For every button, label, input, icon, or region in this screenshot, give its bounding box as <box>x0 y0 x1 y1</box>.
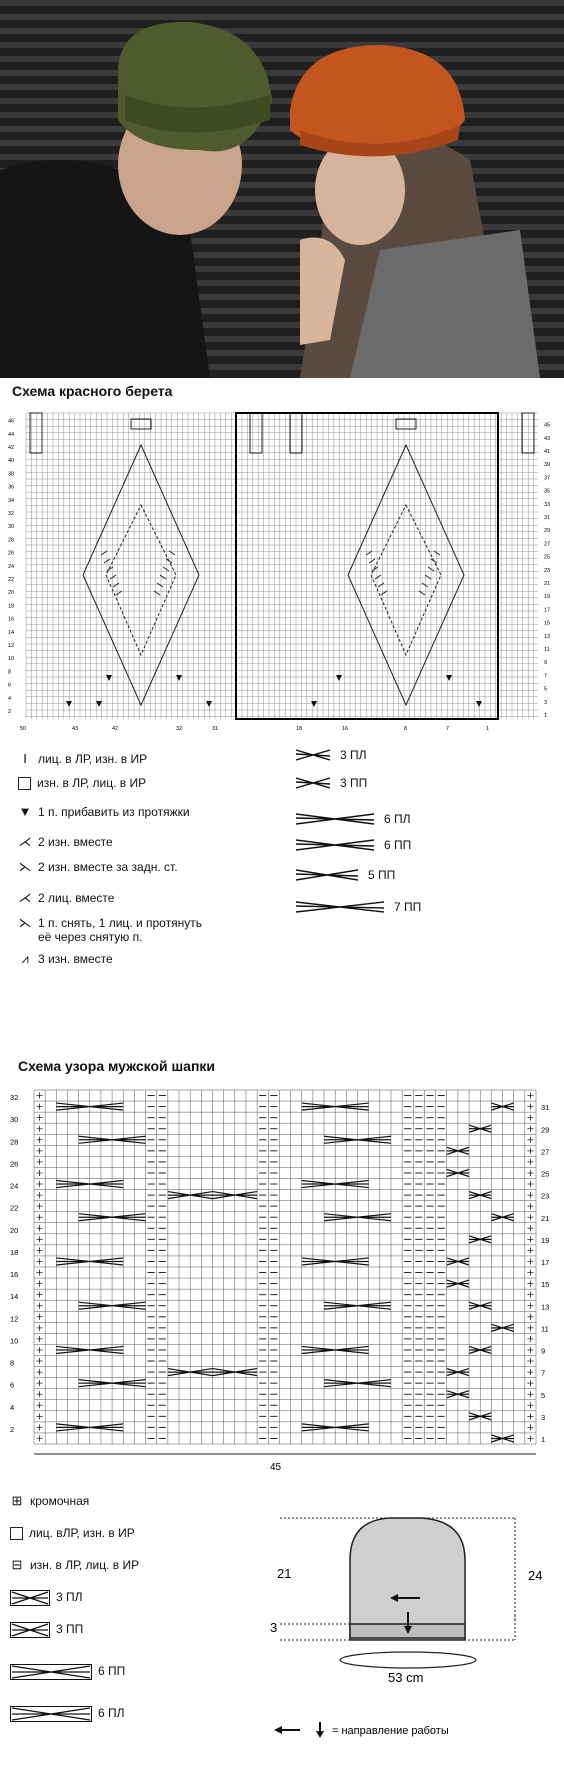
row-number-right: 1 <box>544 713 548 719</box>
edge-stitch-mark <box>37 1435 43 1441</box>
edge-stitch-mark <box>527 1413 533 1419</box>
edge-stitch-mark <box>527 1247 533 1253</box>
cable-cross-mark <box>116 591 160 595</box>
row-number-right: 1 <box>541 1435 546 1444</box>
beret-grid <box>26 413 538 719</box>
shutter-stripe <box>0 42 564 48</box>
hat-chart <box>8 1082 556 1482</box>
row-number-right: 29 <box>541 1125 550 1135</box>
row-number-left: 12 <box>8 643 15 649</box>
row-number-right: 29 <box>544 528 551 535</box>
legend-item <box>18 805 190 819</box>
row-number-right: 11 <box>544 647 550 653</box>
legend-item <box>18 860 178 874</box>
edge-stitch-mark <box>527 1170 533 1176</box>
row-number-left: 16 <box>8 616 15 623</box>
row-number-left: 28 <box>8 537 15 544</box>
row-number-right: 15 <box>541 1280 550 1290</box>
row-number-right: 45 <box>544 422 551 429</box>
edge-stitch-mark <box>37 1402 43 1408</box>
cable-symbol-icon <box>296 868 358 882</box>
cable-cross-mark <box>372 567 434 571</box>
cable-3-icon <box>10 1590 50 1606</box>
edge-stitch-mark <box>37 1258 43 1264</box>
row-number-right: 11 <box>541 1324 549 1334</box>
cable-legend-item <box>296 900 421 914</box>
row-number-right: 19 <box>541 1235 550 1245</box>
edge-stitch-mark <box>37 1281 43 1287</box>
edge-stitch-mark <box>527 1314 533 1320</box>
row-number-left: 26 <box>10 1159 19 1169</box>
column-number: 50 <box>20 726 27 732</box>
shutter-stripe <box>0 126 564 132</box>
right-diamond <box>348 445 464 705</box>
legend-label: 1 п. снять, 1 лиц. и протянуть её через снятую п. <box>38 916 202 944</box>
edge-stitch-mark <box>527 1181 533 1187</box>
cable-cross-mark <box>375 575 431 579</box>
shutter-stripe <box>0 98 564 104</box>
row-number-left: 24 <box>10 1181 19 1191</box>
cable-3-icon <box>10 1622 50 1638</box>
circumference-label: 53 cm <box>388 1670 424 1685</box>
row-number-left: 32 <box>8 511 15 517</box>
cable-legend-label: 5 ПП <box>368 868 396 882</box>
shutter-stripe <box>0 0 564 6</box>
row-number-left: 4 <box>8 695 12 702</box>
cable-legend-item <box>296 748 367 762</box>
stitch-symbol-icon: I <box>23 751 27 766</box>
row-number-left: 12 <box>10 1314 19 1324</box>
edge-stitch-mark <box>37 1093 43 1099</box>
edge-stitch-mark <box>527 1115 533 1121</box>
stitch-symbol-icon: ⋋ <box>18 859 32 874</box>
hat-legend-label: 3 ПЛ <box>56 1590 83 1604</box>
row-number-right: 23 <box>541 1191 550 1201</box>
shutter-stripe <box>0 14 564 20</box>
edge-stitch-mark <box>37 1170 43 1176</box>
stitch-symbol-icon: ⋋ <box>18 915 32 930</box>
row-number-right: 19 <box>544 594 551 601</box>
edge-stitch-mark <box>527 1435 533 1441</box>
shutter-stripe <box>0 28 564 34</box>
row-number-left: 26 <box>8 550 15 557</box>
edge-stitch-mark <box>37 1192 43 1198</box>
row-number-right: 7 <box>541 1368 546 1378</box>
legend-item <box>18 916 202 944</box>
edge-stitch-mark <box>37 1303 43 1309</box>
legend-label: 1 п. прибавить из протяжки <box>38 805 190 819</box>
edge-stitch-mark <box>527 1292 533 1298</box>
legend-item <box>18 952 113 966</box>
edge-stitch-mark <box>527 1236 533 1242</box>
hat-legend-item <box>10 1558 139 1572</box>
row-number-right: 3 <box>541 1412 546 1422</box>
row-number-right: 31 <box>541 1103 550 1113</box>
stitch-symbol-icon <box>18 777 31 790</box>
edge-stitch-mark <box>37 1137 43 1143</box>
legend-item <box>18 891 114 905</box>
right-diamond-inner <box>371 505 441 655</box>
row-number-right: 21 <box>541 1213 550 1223</box>
beret-motifs <box>30 413 534 707</box>
row-number-left: 30 <box>8 524 15 531</box>
legend-label: 2 лиц. вместе <box>38 891 115 905</box>
row-number-left: 8 <box>10 1358 15 1368</box>
row-number-left: 6 <box>8 682 12 689</box>
edge-stitch-mark <box>37 1369 43 1375</box>
row-number-left: 2 <box>10 1424 15 1434</box>
hat-shape-diagram <box>270 1500 560 1762</box>
stitch-symbol-icon: ⋌ <box>18 834 32 849</box>
row-number-right: 37 <box>544 475 551 482</box>
edge-stitch-mark <box>527 1369 533 1375</box>
row-number-left: 38 <box>8 471 15 478</box>
edge-stitch-mark <box>37 1214 43 1220</box>
hat-legend-item <box>10 1622 83 1638</box>
row-number-left: 36 <box>8 484 15 491</box>
edge-stitch-mark <box>37 1104 43 1110</box>
row-number-left: 24 <box>8 563 15 570</box>
row-number-right: 7 <box>544 673 548 680</box>
cable-legend-label: 7 ПП <box>394 900 422 914</box>
edge-stitch-mark <box>37 1270 43 1276</box>
hat-legend-label: лиц. вЛР, изн. в ИР <box>29 1526 135 1540</box>
row-number-left: 44 <box>8 431 15 438</box>
row-number-right: 43 <box>544 435 551 442</box>
edge-stitch-mark <box>527 1159 533 1165</box>
column-number: 43 <box>72 726 79 732</box>
legend-label: лиц. в ЛР, изн. в ИР <box>38 752 148 766</box>
edge-stitch-mark <box>37 1380 43 1386</box>
hat-legend-label: кромочная <box>30 1494 90 1508</box>
edge-stitch-mark <box>527 1225 533 1231</box>
edge-stitch-mark <box>527 1137 533 1143</box>
shutter-stripe <box>0 112 564 118</box>
column-number: 1 <box>486 726 490 732</box>
row-number-left: 2 <box>8 709 12 715</box>
cable-legend-label: 6 ПЛ <box>384 812 411 826</box>
edge-stitch-mark <box>527 1203 533 1209</box>
hat-legend-label: 6 ПП <box>98 1664 126 1678</box>
cable-symbol-icon <box>296 900 384 914</box>
cable-legend-item <box>296 776 367 790</box>
row-number-right: 15 <box>544 620 551 627</box>
row-number-left: 30 <box>10 1115 19 1125</box>
column-number: 8 <box>404 726 408 732</box>
edge-stitch-mark <box>37 1347 43 1353</box>
legend-item <box>18 776 146 790</box>
height-left-label: 21 <box>277 1566 292 1581</box>
edge-stitch-mark <box>527 1402 533 1408</box>
row-number-left: 4 <box>10 1402 15 1412</box>
hat-legend-item <box>10 1494 89 1508</box>
cable-symbol-icon <box>296 812 374 826</box>
row-number-right: 33 <box>544 501 551 508</box>
row-number-right: 9 <box>541 1346 546 1356</box>
cable-6-icon <box>10 1664 92 1680</box>
beret-chart-title: Схема красного берета <box>12 383 173 399</box>
edge-stitch-mark <box>37 1225 43 1231</box>
row-number-right: 27 <box>544 541 551 548</box>
increase-marker <box>476 701 482 707</box>
edge-stitch-mark <box>37 1358 43 1364</box>
column-number: 7 <box>446 726 450 732</box>
shutter-stripe <box>0 84 564 90</box>
row-number-right: 25 <box>544 554 551 561</box>
row-number-right: 17 <box>544 607 551 614</box>
beret-chart <box>6 405 558 735</box>
edge-stitch-mark <box>37 1181 43 1187</box>
column-number: 16 <box>342 726 349 732</box>
legend-item <box>18 752 147 766</box>
edge-stitch-mark <box>37 1247 43 1253</box>
left-diamond <box>83 445 199 705</box>
row-number-right: 23 <box>544 567 551 574</box>
row-number-right: 39 <box>544 462 551 469</box>
right-diamond-top-block <box>396 419 416 429</box>
direction-note: = направление работы <box>332 1725 449 1737</box>
cable-legend-item <box>296 812 411 826</box>
row-number-right: 17 <box>541 1258 550 1267</box>
cable-symbol-icon <box>296 748 330 762</box>
row-number-left: 18 <box>10 1247 19 1257</box>
row-number-left: 14 <box>8 629 15 636</box>
stitch-symbol-icon <box>10 1527 23 1540</box>
row-number-right: 9 <box>544 660 548 667</box>
row-number-left: 22 <box>10 1203 19 1213</box>
row-number-right: 5 <box>541 1390 546 1400</box>
edge-stitch-mark <box>37 1325 43 1331</box>
cable-6-icon <box>10 1706 92 1722</box>
edge-stitch-mark <box>527 1148 533 1154</box>
hat-legend-label: изн. в ЛР, лиц. в ИР <box>30 1558 140 1572</box>
increase-marker <box>336 675 342 681</box>
increase-marker <box>206 701 212 707</box>
row-number-left: 28 <box>10 1137 19 1147</box>
row-number-left: 20 <box>8 590 15 597</box>
hat-legend-item <box>10 1664 125 1680</box>
repeat-outline <box>236 413 498 719</box>
legend-label: 3 изн. вместе <box>38 952 113 966</box>
edge-stitch-mark <box>37 1424 43 1430</box>
edge-stitch-mark <box>37 1236 43 1242</box>
edge-stitch-mark <box>37 1391 43 1397</box>
band-height-label: 3 <box>270 1620 278 1635</box>
shutter-stripe <box>0 70 564 76</box>
edge-stitch-mark <box>527 1104 533 1110</box>
row-number-left: 20 <box>10 1225 19 1235</box>
edge-stitch-mark <box>527 1093 533 1099</box>
increase-marker <box>311 701 317 707</box>
row-number-left: 34 <box>8 497 15 504</box>
cable-cross-mark <box>378 583 428 587</box>
edge-stitch-mark <box>527 1281 533 1287</box>
legend-label: 2 изн. вместе за задн. ст. <box>38 860 178 874</box>
edge-stitch-mark <box>37 1203 43 1209</box>
column-number: 18 <box>296 726 303 732</box>
shutter-stripe <box>0 140 564 146</box>
row-number-left: 40 <box>8 458 15 465</box>
row-number-right: 35 <box>544 488 551 495</box>
edge-stitch-mark <box>527 1336 533 1342</box>
edge-stitch-mark <box>37 1336 43 1342</box>
edge-stitch-mark <box>527 1303 533 1309</box>
center-column-a <box>250 413 262 453</box>
edge-stitch-mark <box>37 1126 43 1132</box>
increase-marker <box>96 701 102 707</box>
row-number-left: 10 <box>10 1336 19 1346</box>
increase-marker <box>66 701 72 707</box>
cable-cross-mark <box>107 567 169 571</box>
cable-legend-label: 3 ПП <box>340 776 368 790</box>
row-number-left: 10 <box>8 656 15 663</box>
shutter-stripe <box>0 154 564 160</box>
stitch-symbol-icon: ⊞ <box>11 1493 23 1508</box>
edge-stitch-mark <box>37 1292 43 1298</box>
stitch-symbol-icon: ⊟ <box>11 1557 23 1572</box>
row-number-left: 18 <box>8 603 15 610</box>
couple-photo <box>0 0 564 378</box>
stitch-symbol-icon: ⩘ <box>21 951 29 966</box>
stitch-symbol-icon: ▼ <box>18 804 32 819</box>
row-number-left: 22 <box>8 577 15 583</box>
edge-stitch-mark <box>527 1192 533 1198</box>
legend-item <box>18 835 113 849</box>
edge-stitch-mark <box>527 1424 533 1430</box>
left-diamond-inner <box>106 505 176 655</box>
edge-stitch-mark <box>37 1314 43 1320</box>
shutter-stripe <box>0 56 564 62</box>
edge-stitch-mark <box>37 1148 43 1154</box>
row-number-left: 14 <box>10 1292 19 1302</box>
edge-stitch-mark <box>527 1270 533 1276</box>
hat-legend-item <box>10 1590 83 1606</box>
edge-stitch-mark <box>37 1159 43 1165</box>
column-number: 42 <box>112 726 119 732</box>
row-number-right: 13 <box>541 1302 550 1312</box>
edge-stitch-mark <box>527 1258 533 1264</box>
edge-stitch-mark <box>527 1391 533 1397</box>
edge-stitch-mark <box>37 1413 43 1419</box>
row-number-left: 6 <box>10 1380 15 1390</box>
edge-stitch-mark <box>37 1115 43 1121</box>
row-number-left: 32 <box>10 1093 19 1103</box>
hat-legend-label: 6 ПЛ <box>98 1706 125 1720</box>
row-number-left: 46 <box>8 418 15 425</box>
edge-stitch-mark <box>527 1347 533 1353</box>
cable-cross-mark <box>110 575 166 579</box>
row-number-left: 16 <box>10 1270 19 1280</box>
column-number: 32 <box>176 726 183 732</box>
cable-legend-label: 6 ПП <box>384 838 412 852</box>
edge-stitch-mark <box>527 1126 533 1132</box>
row-number-left: 8 <box>8 669 12 676</box>
row-number-right: 25 <box>541 1169 550 1179</box>
row-number-right: 5 <box>544 686 548 693</box>
legend-label: 2 изн. вместе <box>38 835 113 849</box>
hat-legend-item <box>10 1706 125 1722</box>
hat-legend-item <box>10 1526 135 1540</box>
edge-stitch-mark <box>527 1325 533 1331</box>
increase-marker <box>176 675 182 681</box>
cable-symbol-icon <box>296 838 374 852</box>
row-number-right: 41 <box>544 449 551 455</box>
edge-stitch-mark <box>527 1380 533 1386</box>
row-number-right: 31 <box>544 515 551 521</box>
row-number-right: 3 <box>544 699 548 706</box>
circumference-ellipse <box>340 1652 476 1668</box>
stitch-symbol-icon: ⋌ <box>18 890 32 905</box>
left-column <box>30 413 42 453</box>
cable-symbol-icon <box>296 776 330 790</box>
edge-stitch-mark <box>527 1214 533 1220</box>
row-number-left: 42 <box>8 445 15 451</box>
width-label: 45 <box>270 1462 282 1473</box>
hat-chart-title: Схема узора мужской шапки <box>18 1058 216 1074</box>
row-number-right: 27 <box>541 1147 550 1157</box>
cable-legend-item <box>296 868 395 882</box>
legend-label: изн. в ЛР, лиц. в ИР <box>37 776 147 790</box>
cable-legend-item <box>296 838 411 852</box>
hat-legend-label: 3 ПП <box>56 1622 84 1636</box>
edge-stitch-mark <box>527 1358 533 1364</box>
increase-marker <box>446 675 452 681</box>
row-number-right: 13 <box>544 633 551 640</box>
photo-illustration <box>0 0 564 378</box>
row-number-right: 21 <box>544 581 551 587</box>
height-right-label: 24 <box>528 1568 543 1583</box>
cable-legend-label: 3 ПЛ <box>340 748 367 762</box>
column-number: 31 <box>212 726 219 732</box>
